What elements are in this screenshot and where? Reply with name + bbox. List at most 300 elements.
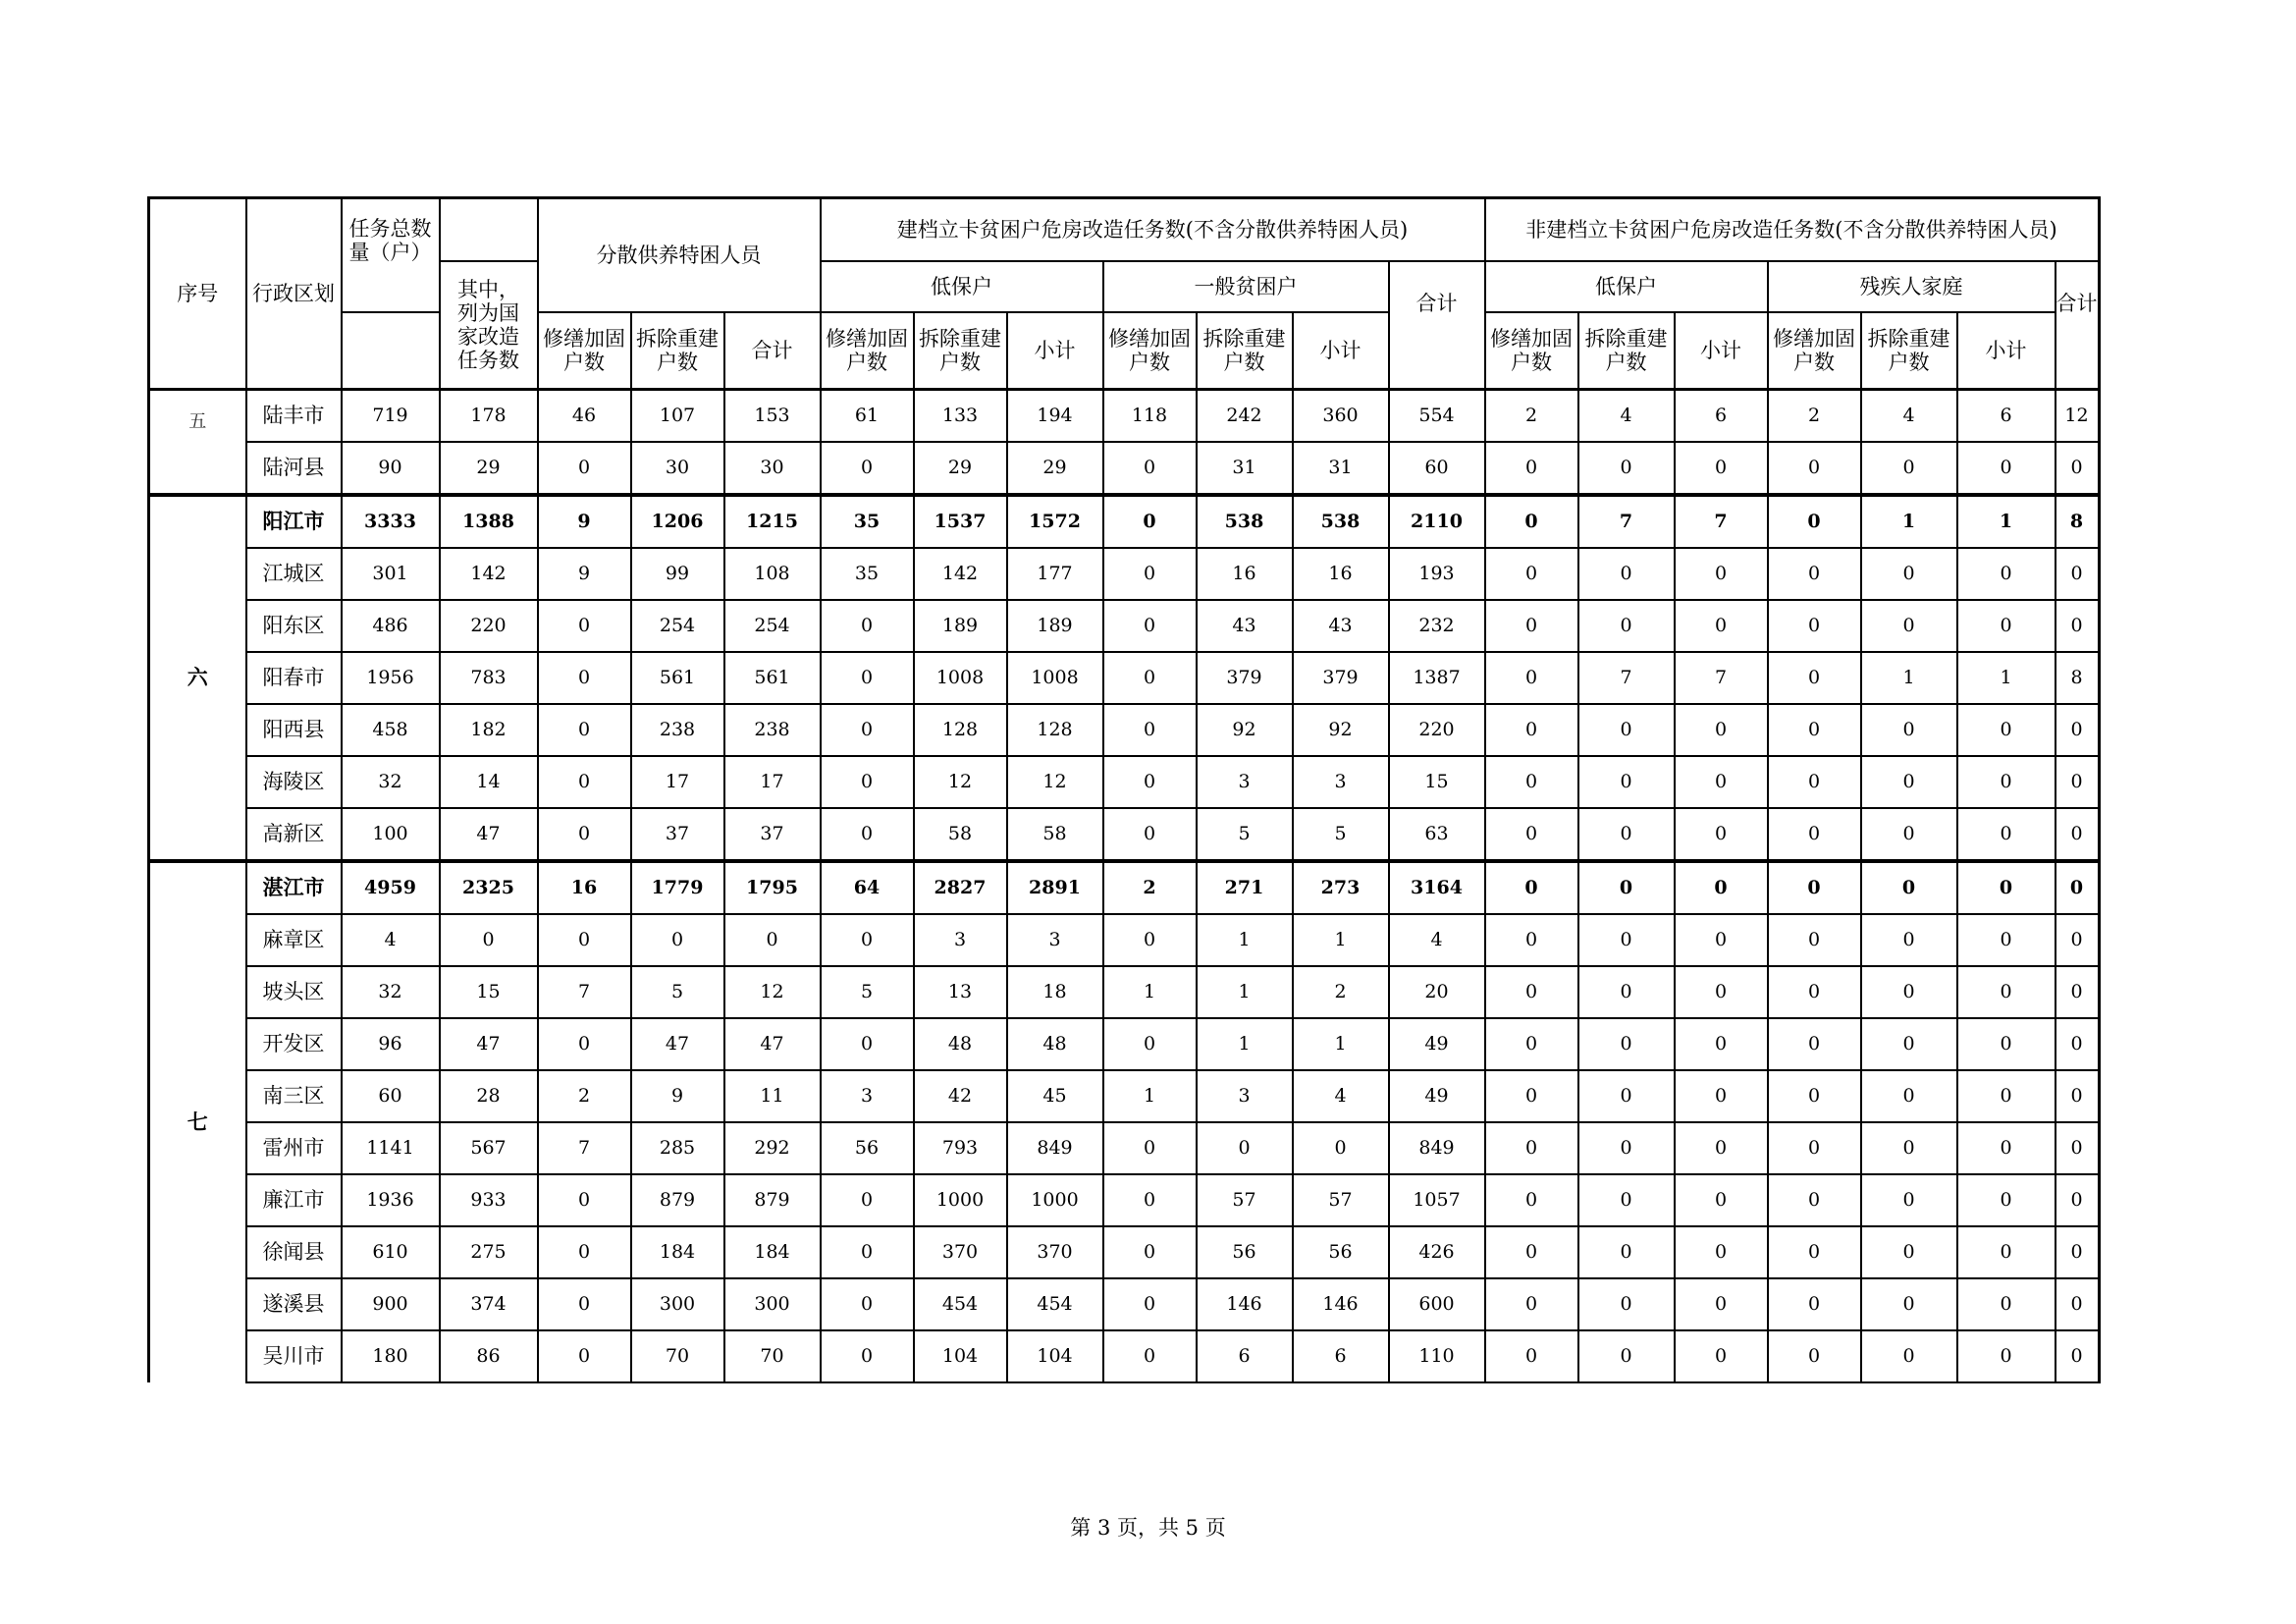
region-name: 遂溪县 (246, 1278, 342, 1330)
cell-value: 0 (1485, 548, 1578, 600)
table-row (149, 1174, 2100, 1226)
cell-value: 96 (342, 1018, 440, 1070)
cell-value: 0 (1675, 1226, 1768, 1278)
cell-value: 31 (1293, 442, 1389, 495)
cell-value: 538 (1293, 495, 1389, 548)
cell-value: 20 (1389, 966, 1485, 1018)
cell-value: 879 (724, 1174, 821, 1226)
cell-value: 1 (1197, 966, 1293, 1018)
cell-value: 142 (914, 548, 1007, 600)
cell-value: 0 (1103, 756, 1197, 808)
cell-value: 48 (1007, 1018, 1103, 1070)
cell-value: 220 (1389, 704, 1485, 756)
cell-value: 32 (342, 756, 440, 808)
cell-value: 0 (1578, 1226, 1675, 1278)
cell-value: 254 (724, 600, 821, 652)
cell-value: 0 (1103, 914, 1197, 966)
cell-value: 0 (1485, 1018, 1578, 1070)
region-name: 海陵区 (246, 756, 342, 808)
cell-value: 0 (1293, 1122, 1389, 1174)
cell-value: 104 (1007, 1330, 1103, 1382)
cell-value: 0 (2056, 1018, 2100, 1070)
cell-value: 370 (914, 1226, 1007, 1278)
region-name: 阳江市 (246, 495, 342, 548)
cell-value: 118 (1103, 390, 1197, 443)
cell-value: 0 (821, 914, 914, 966)
cell-value: 0 (1675, 442, 1768, 495)
table-row (149, 1018, 2100, 1070)
cell-value: 879 (631, 1174, 724, 1226)
cell-value: 7 (1675, 495, 1768, 548)
cell-value: 60 (1389, 442, 1485, 495)
cell-value: 783 (440, 652, 538, 704)
cell-value: 1 (1293, 914, 1389, 966)
cell-value: 0 (1578, 600, 1675, 652)
region-name: 麻章区 (246, 914, 342, 966)
cell-value: 0 (1103, 808, 1197, 861)
cell-value: 0 (1675, 548, 1768, 600)
table-row (149, 756, 2100, 808)
cell-value: 60 (342, 1070, 440, 1122)
cell-value: 90 (342, 442, 440, 495)
cell-value: 0 (1103, 704, 1197, 756)
header-filed-low-rebuild: 拆除重建户数 (914, 312, 1007, 390)
region-name: 坡头区 (246, 966, 342, 1018)
cell-value: 254 (631, 600, 724, 652)
cell-value: 900 (342, 1278, 440, 1330)
cell-value: 0 (1768, 861, 1861, 914)
cell-value: 220 (440, 600, 538, 652)
cell-value: 43 (1293, 600, 1389, 652)
cell-value: 128 (1007, 704, 1103, 756)
header-dispersed-rebuild: 拆除重建户数 (631, 312, 724, 390)
cell-value: 0 (538, 1018, 631, 1070)
cell-value: 49 (1389, 1070, 1485, 1122)
cell-value: 15 (440, 966, 538, 1018)
header-filed-total: 合计 (1389, 261, 1485, 390)
cell-value: 133 (914, 390, 1007, 443)
cell-value: 56 (1197, 1226, 1293, 1278)
section-seq-label: 五 (188, 410, 207, 432)
cell-value: 0 (1675, 1278, 1768, 1330)
cell-value: 0 (538, 704, 631, 756)
cell-value: 29 (440, 442, 538, 495)
region-name: 阳春市 (246, 652, 342, 704)
header-nonfiled-low-subtotal: 小计 (1675, 312, 1768, 390)
header-national-top (440, 198, 538, 262)
header-national: 其中，列为国家改造任务数 (440, 261, 538, 390)
cell-value: 273 (1293, 861, 1389, 914)
cell-value: 567 (440, 1122, 538, 1174)
cell-value: 58 (1007, 808, 1103, 861)
cell-value: 0 (1485, 652, 1578, 704)
cell-value: 14 (440, 756, 538, 808)
cell-value: 0 (724, 914, 821, 966)
header-general-repair: 修缮加固户数 (1103, 312, 1197, 390)
cell-value: 0 (440, 914, 538, 966)
cell-value: 0 (1103, 442, 1197, 495)
table-row (149, 442, 2100, 495)
cell-value: 0 (1768, 756, 1861, 808)
cell-value: 4 (342, 914, 440, 966)
table-row (149, 1278, 2100, 1330)
cell-value: 0 (1861, 861, 1957, 914)
cell-value: 29 (1007, 442, 1103, 495)
cell-value: 146 (1197, 1278, 1293, 1330)
cell-value: 0 (2056, 861, 2100, 914)
cell-value: 0 (1768, 704, 1861, 756)
cell-value: 0 (1485, 1174, 1578, 1226)
cell-value: 182 (440, 704, 538, 756)
cell-value: 0 (1675, 966, 1768, 1018)
housing-renovation-table (147, 196, 2101, 1383)
cell-value: 193 (1389, 548, 1485, 600)
cell-value: 0 (1861, 442, 1957, 495)
cell-value: 0 (2056, 704, 2100, 756)
cell-value: 0 (1768, 914, 1861, 966)
region-name: 吴川市 (246, 1330, 342, 1382)
cell-value: 146 (1293, 1278, 1389, 1330)
cell-value: 47 (440, 1018, 538, 1070)
cell-value: 0 (1861, 1018, 1957, 1070)
cell-value: 3164 (1389, 861, 1485, 914)
cell-value: 232 (1389, 600, 1485, 652)
cell-value: 11 (724, 1070, 821, 1122)
cell-value: 454 (1007, 1278, 1103, 1330)
cell-value: 0 (1861, 1278, 1957, 1330)
cell-value: 0 (1675, 600, 1768, 652)
table-body (149, 390, 2100, 1383)
cell-value: 0 (1675, 1018, 1768, 1070)
cell-value: 153 (724, 390, 821, 443)
region-name: 廉江市 (246, 1174, 342, 1226)
cell-value: 933 (440, 1174, 538, 1226)
cell-value: 184 (724, 1226, 821, 1278)
cell-value: 2891 (1007, 861, 1103, 914)
cell-value: 0 (1485, 1122, 1578, 1174)
cell-value: 1057 (1389, 1174, 1485, 1226)
cell-value: 70 (724, 1330, 821, 1382)
cell-value: 61 (821, 390, 914, 443)
cell-value: 47 (631, 1018, 724, 1070)
cell-value: 4 (1578, 390, 1675, 443)
cell-value: 0 (1485, 1278, 1578, 1330)
header-dispersed-total: 合计 (724, 312, 821, 390)
cell-value: 0 (1103, 1226, 1197, 1278)
cell-value: 0 (1675, 756, 1768, 808)
table-row (149, 652, 2100, 704)
cell-value: 0 (1861, 1330, 1957, 1382)
header-seq: 序号 (149, 198, 246, 390)
cell-value: 0 (1675, 1122, 1768, 1174)
cell-value: 849 (1389, 1122, 1485, 1174)
cell-value: 2 (1485, 390, 1578, 443)
cell-value: 0 (1957, 1122, 2056, 1174)
cell-value: 184 (631, 1226, 724, 1278)
cell-value: 7 (538, 1122, 631, 1174)
cell-value: 56 (821, 1122, 914, 1174)
cell-value: 1956 (342, 652, 440, 704)
cell-value: 0 (2056, 1330, 2100, 1382)
cell-value: 37 (631, 808, 724, 861)
cell-value: 0 (2056, 442, 2100, 495)
cell-value: 0 (821, 1226, 914, 1278)
cell-value: 1779 (631, 861, 724, 914)
cell-value: 6 (1957, 390, 2056, 443)
cell-value: 12 (724, 966, 821, 1018)
cell-value: 180 (342, 1330, 440, 1382)
cell-value: 86 (440, 1330, 538, 1382)
cell-value: 99 (631, 548, 724, 600)
cell-value: 0 (821, 808, 914, 861)
cell-value: 0 (821, 652, 914, 704)
cell-value: 0 (1103, 1278, 1197, 1330)
cell-value: 142 (440, 548, 538, 600)
cell-value: 1387 (1389, 652, 1485, 704)
cell-value: 0 (821, 442, 914, 495)
header-dispersed-repair: 修缮加固户数 (538, 312, 631, 390)
cell-value: 301 (342, 548, 440, 600)
cell-value: 57 (1197, 1174, 1293, 1226)
cell-value: 0 (1861, 600, 1957, 652)
cell-value: 0 (1957, 1330, 2056, 1382)
cell-value: 3 (1007, 914, 1103, 966)
cell-value: 1000 (914, 1174, 1007, 1226)
header-filed-low-repair: 修缮加固户数 (821, 312, 914, 390)
cell-value: 0 (1675, 808, 1768, 861)
cell-value: 0 (1861, 1070, 1957, 1122)
cell-value: 561 (631, 652, 724, 704)
region-name: 陆丰市 (246, 390, 342, 443)
cell-value: 0 (2056, 914, 2100, 966)
cell-value: 107 (631, 390, 724, 443)
cell-value: 0 (821, 600, 914, 652)
cell-value: 0 (1861, 1226, 1957, 1278)
cell-value: 28 (440, 1070, 538, 1122)
header-region: 行政区划 (246, 198, 342, 390)
cell-value: 0 (1103, 1122, 1197, 1174)
cell-value: 0 (2056, 1174, 2100, 1226)
table-row (149, 548, 2100, 600)
region-name: 湛江市 (246, 861, 342, 914)
section-seq (149, 390, 246, 496)
cell-value: 42 (914, 1070, 1007, 1122)
cell-value: 538 (1197, 495, 1293, 548)
cell-value: 0 (1675, 914, 1768, 966)
cell-value: 0 (1578, 548, 1675, 600)
cell-value: 128 (914, 704, 1007, 756)
cell-value: 0 (2056, 1226, 2100, 1278)
cell-value: 0 (821, 1018, 914, 1070)
region-name: 开发区 (246, 1018, 342, 1070)
cell-value: 292 (724, 1122, 821, 1174)
cell-value: 37 (724, 808, 821, 861)
cell-value: 4959 (342, 861, 440, 914)
cell-value: 0 (2056, 1070, 2100, 1122)
cell-value: 0 (631, 914, 724, 966)
cell-value: 238 (631, 704, 724, 756)
cell-value: 0 (1957, 548, 2056, 600)
cell-value: 426 (1389, 1226, 1485, 1278)
cell-value: 1206 (631, 495, 724, 548)
cell-value: 0 (1485, 1070, 1578, 1122)
cell-value: 0 (1578, 1174, 1675, 1226)
cell-value: 6 (1197, 1330, 1293, 1382)
cell-value: 0 (1957, 1226, 2056, 1278)
cell-value: 104 (914, 1330, 1007, 1382)
cell-value: 5 (1293, 808, 1389, 861)
header-nonfiled-total: 合计 (2056, 261, 2100, 390)
cell-value: 0 (1197, 1122, 1293, 1174)
cell-value: 35 (821, 495, 914, 548)
cell-value: 0 (538, 1174, 631, 1226)
cell-value: 0 (2056, 1122, 2100, 1174)
cell-value: 0 (2056, 966, 2100, 1018)
cell-value: 7 (1675, 652, 1768, 704)
cell-value: 0 (1675, 704, 1768, 756)
cell-value: 6 (1675, 390, 1768, 443)
cell-value: 0 (1578, 808, 1675, 861)
cell-value: 793 (914, 1122, 1007, 1174)
table-row (149, 390, 2100, 443)
cell-value: 0 (821, 756, 914, 808)
cell-value: 1 (1293, 1018, 1389, 1070)
header-nonfiled-low-income: 低保户 (1485, 261, 1768, 312)
cell-value: 1936 (342, 1174, 440, 1226)
cell-value: 0 (1861, 966, 1957, 1018)
cell-value: 1008 (914, 652, 1007, 704)
cell-value: 275 (440, 1226, 538, 1278)
cell-value: 0 (1578, 1018, 1675, 1070)
region-name: 陆河县 (246, 442, 342, 495)
cell-value: 0 (2056, 600, 2100, 652)
cell-value: 4 (1293, 1070, 1389, 1122)
cell-value: 0 (1103, 1330, 1197, 1382)
cell-value: 2827 (914, 861, 1007, 914)
cell-value: 30 (724, 442, 821, 495)
section-seq (149, 861, 246, 1382)
cell-value: 1000 (1007, 1174, 1103, 1226)
cell-value: 13 (914, 966, 1007, 1018)
cell-value: 70 (631, 1330, 724, 1382)
header-filed-low-subtotal: 小计 (1007, 312, 1103, 390)
cell-value: 271 (1197, 861, 1293, 914)
cell-value: 849 (1007, 1122, 1103, 1174)
cell-value: 29 (914, 442, 1007, 495)
cell-value: 0 (1103, 548, 1197, 600)
cell-value: 2 (538, 1070, 631, 1122)
cell-value: 0 (1675, 1174, 1768, 1226)
cell-value: 374 (440, 1278, 538, 1330)
cell-value: 0 (1768, 1330, 1861, 1382)
cell-value: 45 (1007, 1070, 1103, 1122)
cell-value: 58 (914, 808, 1007, 861)
cell-value: 242 (1197, 390, 1293, 443)
cell-value: 64 (821, 861, 914, 914)
cell-value: 1 (1103, 966, 1197, 1018)
page-footer: 第 3 页，共 5 页 (1070, 1516, 1226, 1540)
cell-value: 0 (1957, 1070, 2056, 1122)
cell-value: 0 (1578, 966, 1675, 1018)
header-nonfiled-group: 非建档立卡贫困户危房改造任务数(不含分散供养特困人员) (1485, 198, 2100, 262)
cell-value: 1215 (724, 495, 821, 548)
cell-value: 0 (1768, 1070, 1861, 1122)
cell-value: 1141 (342, 1122, 440, 1174)
cell-value: 1795 (724, 861, 821, 914)
cell-value: 16 (538, 861, 631, 914)
header-filed-low-income: 低保户 (821, 261, 1103, 312)
cell-value: 9 (538, 495, 631, 548)
header-task-total-blank (342, 312, 440, 390)
cell-value: 0 (1861, 914, 1957, 966)
cell-value: 7 (538, 966, 631, 1018)
cell-value: 486 (342, 600, 440, 652)
table-row (149, 1070, 2100, 1122)
cell-value: 454 (914, 1278, 1007, 1330)
cell-value: 1 (1197, 914, 1293, 966)
header-general-subtotal: 小计 (1293, 312, 1389, 390)
cell-value: 360 (1293, 390, 1389, 443)
cell-value: 7 (1578, 652, 1675, 704)
table-row (149, 600, 2100, 652)
cell-value: 0 (1485, 442, 1578, 495)
cell-value: 0 (1485, 1226, 1578, 1278)
table-row (149, 966, 2100, 1018)
cell-value: 8 (2056, 495, 2100, 548)
cell-value: 554 (1389, 390, 1485, 443)
cell-value: 370 (1007, 1226, 1103, 1278)
cell-value: 5 (631, 966, 724, 1018)
cell-value: 12 (2056, 390, 2100, 443)
cell-value: 0 (2056, 808, 2100, 861)
cell-value: 1 (1197, 1018, 1293, 1070)
header-disabled-family: 残疾人家庭 (1768, 261, 2056, 312)
section-seq (149, 495, 246, 861)
table-row (149, 1330, 2100, 1382)
region-name: 高新区 (246, 808, 342, 861)
cell-value: 561 (724, 652, 821, 704)
cell-value: 2110 (1389, 495, 1485, 548)
cell-value: 0 (1768, 1226, 1861, 1278)
cell-value: 15 (1389, 756, 1485, 808)
cell-value: 0 (1861, 1122, 1957, 1174)
region-name: 阳东区 (246, 600, 342, 652)
cell-value: 0 (2056, 756, 2100, 808)
cell-value: 189 (1007, 600, 1103, 652)
cell-value: 300 (724, 1278, 821, 1330)
cell-value: 379 (1197, 652, 1293, 704)
cell-value: 0 (1103, 495, 1197, 548)
cell-value: 16 (1197, 548, 1293, 600)
cell-value: 0 (1861, 808, 1957, 861)
cell-value: 0 (1103, 1018, 1197, 1070)
cell-value: 12 (1007, 756, 1103, 808)
region-name: 雷州市 (246, 1122, 342, 1174)
cell-value: 0 (2056, 548, 2100, 600)
cell-value: 47 (440, 808, 538, 861)
cell-value: 0 (1957, 756, 2056, 808)
cell-value: 0 (2056, 1278, 2100, 1330)
cell-value: 2 (1103, 861, 1197, 914)
cell-value: 12 (914, 756, 1007, 808)
cell-value: 0 (1861, 548, 1957, 600)
cell-value: 0 (1861, 1174, 1957, 1226)
cell-value: 0 (1103, 600, 1197, 652)
cell-value: 6 (1293, 1330, 1389, 1382)
cell-value: 0 (1675, 1070, 1768, 1122)
header-nonfiled-low-repair: 修缮加固户数 (1485, 312, 1578, 390)
cell-value: 2 (1293, 966, 1389, 1018)
